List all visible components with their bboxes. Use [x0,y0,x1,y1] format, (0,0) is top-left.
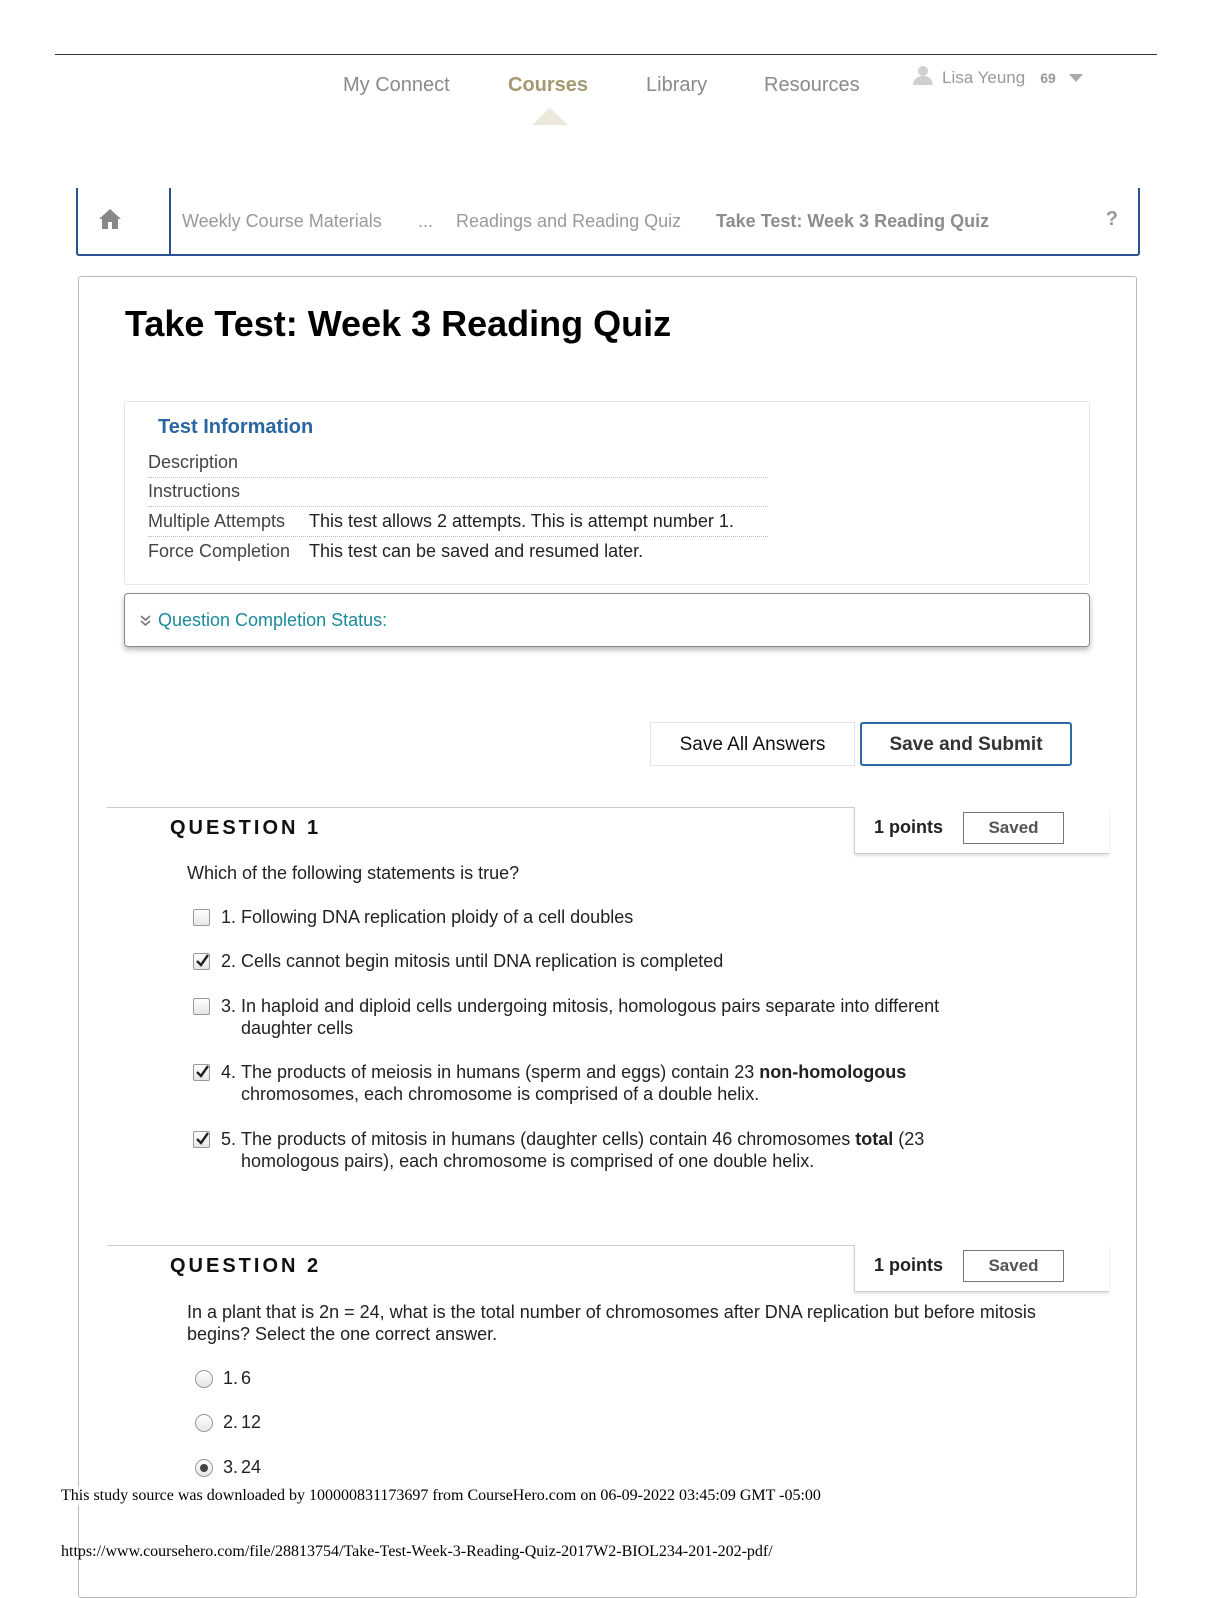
option-text-part: (23 homologous pairs), each chromosome is comprised of one double helix. [241,1129,925,1171]
test-information-title: Test Information [158,416,314,438]
top-divider [55,54,1157,55]
points-label: 1 points [874,1255,944,1275]
answer-radio[interactable] [195,1414,213,1432]
option-text: 6 [241,1368,252,1388]
option-text-part: The products of meiosis in humans (sperm and eggs) contain 23 [241,1062,760,1082]
info-row-description [148,448,768,478]
info-label: Description [148,452,239,472]
points-label: 1 points [874,817,944,837]
source-url: https://www.coursehero.com/file/28813754/Take-Test-Week-3-Reading-Quiz-2017W2-BIOL234-201-202-pdf/ [61,1543,773,1560]
crumb-ellipsis[interactable]: ... [418,211,434,231]
breadcrumb [76,188,1140,256]
answer-checkbox[interactable] [193,998,210,1015]
help-icon[interactable]: ? [1105,208,1118,230]
double-chevron-down-icon [140,615,151,627]
user-name: Lisa Yeung [942,67,1026,87]
option-text [241,1061,1011,1105]
option-number: 5. [221,1129,237,1149]
nav-active-indicator [532,108,568,125]
crumb-weekly-course-materials[interactable]: Weekly Course Materials [182,211,382,231]
answer-checkbox[interactable] [193,1064,210,1081]
answer-radio[interactable] [195,1370,213,1388]
answer-checkbox[interactable] [193,953,210,970]
option-text-emphasis: non-homologous [759,1062,907,1082]
question-2-points-box [854,1245,1109,1292]
info-row-force-completion [148,537,768,566]
nav-my-connect[interactable]: My Connect [343,74,450,96]
info-label: Multiple Attempts [148,511,286,531]
home-button[interactable] [78,188,171,254]
option-text: 24 [241,1457,262,1477]
chevron-down-icon[interactable] [1069,74,1083,82]
answer-checkbox[interactable] [193,909,210,926]
option-text [241,1128,1011,1172]
option-text-part: The products of mitosis in humans (daughter cells) contain 46 chromosomes [241,1129,856,1149]
checkmark-icon [195,1131,210,1146]
option-text: 12 [241,1412,262,1432]
info-row-multiple-attempts [148,507,768,537]
crumb-readings-quiz[interactable]: Readings and Reading Quiz [456,211,682,231]
download-source-note: This study source was downloaded by 100000831173697 from CourseHero.com on 06-09-2022 03:45:09 GMT -05:00 [61,1487,821,1504]
home-icon [98,208,122,230]
question-2-text: In a plant that is 2n = 24, what is the total number of chromosomes after DNA replication but before mitosis begins? Select the one correct answer. [187,1302,1036,1344]
option-text-part: chromosomes, each chromosome is comprised of a double helix. [241,1084,760,1104]
info-value: This test can be saved and resumed later. [309,541,644,561]
notification-count: 69 [1040,69,1056,86]
option-text: In haploid and diploid cells undergoing mitosis, homologous pairs separate into different daughter cells [241,996,940,1038]
question-1-text: Which of the following statements is true? [187,863,520,883]
save-all-answers-button[interactable]: Save All Answers [650,722,855,766]
option-text: Cells cannot begin mitosis until DNA replication is completed [241,951,724,971]
option-number: 4. [221,1062,237,1082]
answer-radio[interactable] [195,1459,213,1477]
option-number: 2. [221,951,237,971]
option-number: 3. [221,996,237,1016]
option-number: 1. [221,907,237,927]
saved-status-badge: Saved [963,812,1064,844]
nav-library[interactable]: Library [646,74,708,96]
option-number: 1. [223,1368,239,1388]
radio-selected-dot [200,1464,208,1472]
question-1-title: QUESTION 1 [170,817,322,839]
page-title: Take Test: Week 3 Reading Quiz [125,303,672,344]
answer-checkbox[interactable] [193,1131,210,1148]
nav-courses[interactable]: Courses [508,74,589,96]
option-text: Following DNA replication ploidy of a cell doubles [241,907,634,927]
checkmark-icon [195,953,210,968]
option-number: 3. [223,1457,239,1477]
option-text-emphasis: total [855,1129,894,1149]
completion-status-label: Question Completion Status: [158,610,388,630]
info-label: Instructions [148,481,241,501]
user-icon [912,64,934,91]
question-1-points-box [854,807,1109,854]
info-label: Force Completion [148,541,291,561]
crumb-current-page: Take Test: Week 3 Reading Quiz [716,211,990,231]
user-menu[interactable] [912,64,1083,91]
question-completion-status[interactable] [124,593,1090,647]
info-value: This test allows 2 attempts. This is attempt number 1. [309,511,734,531]
saved-status-badge: Saved [963,1250,1064,1282]
save-and-submit-button[interactable]: Save and Submit [860,722,1072,766]
checkmark-icon [195,1064,210,1079]
info-row-instructions [148,477,768,507]
option-number: 2. [223,1412,239,1432]
question-2-title: QUESTION 2 [170,1255,322,1277]
nav-resources[interactable]: Resources [764,74,860,96]
